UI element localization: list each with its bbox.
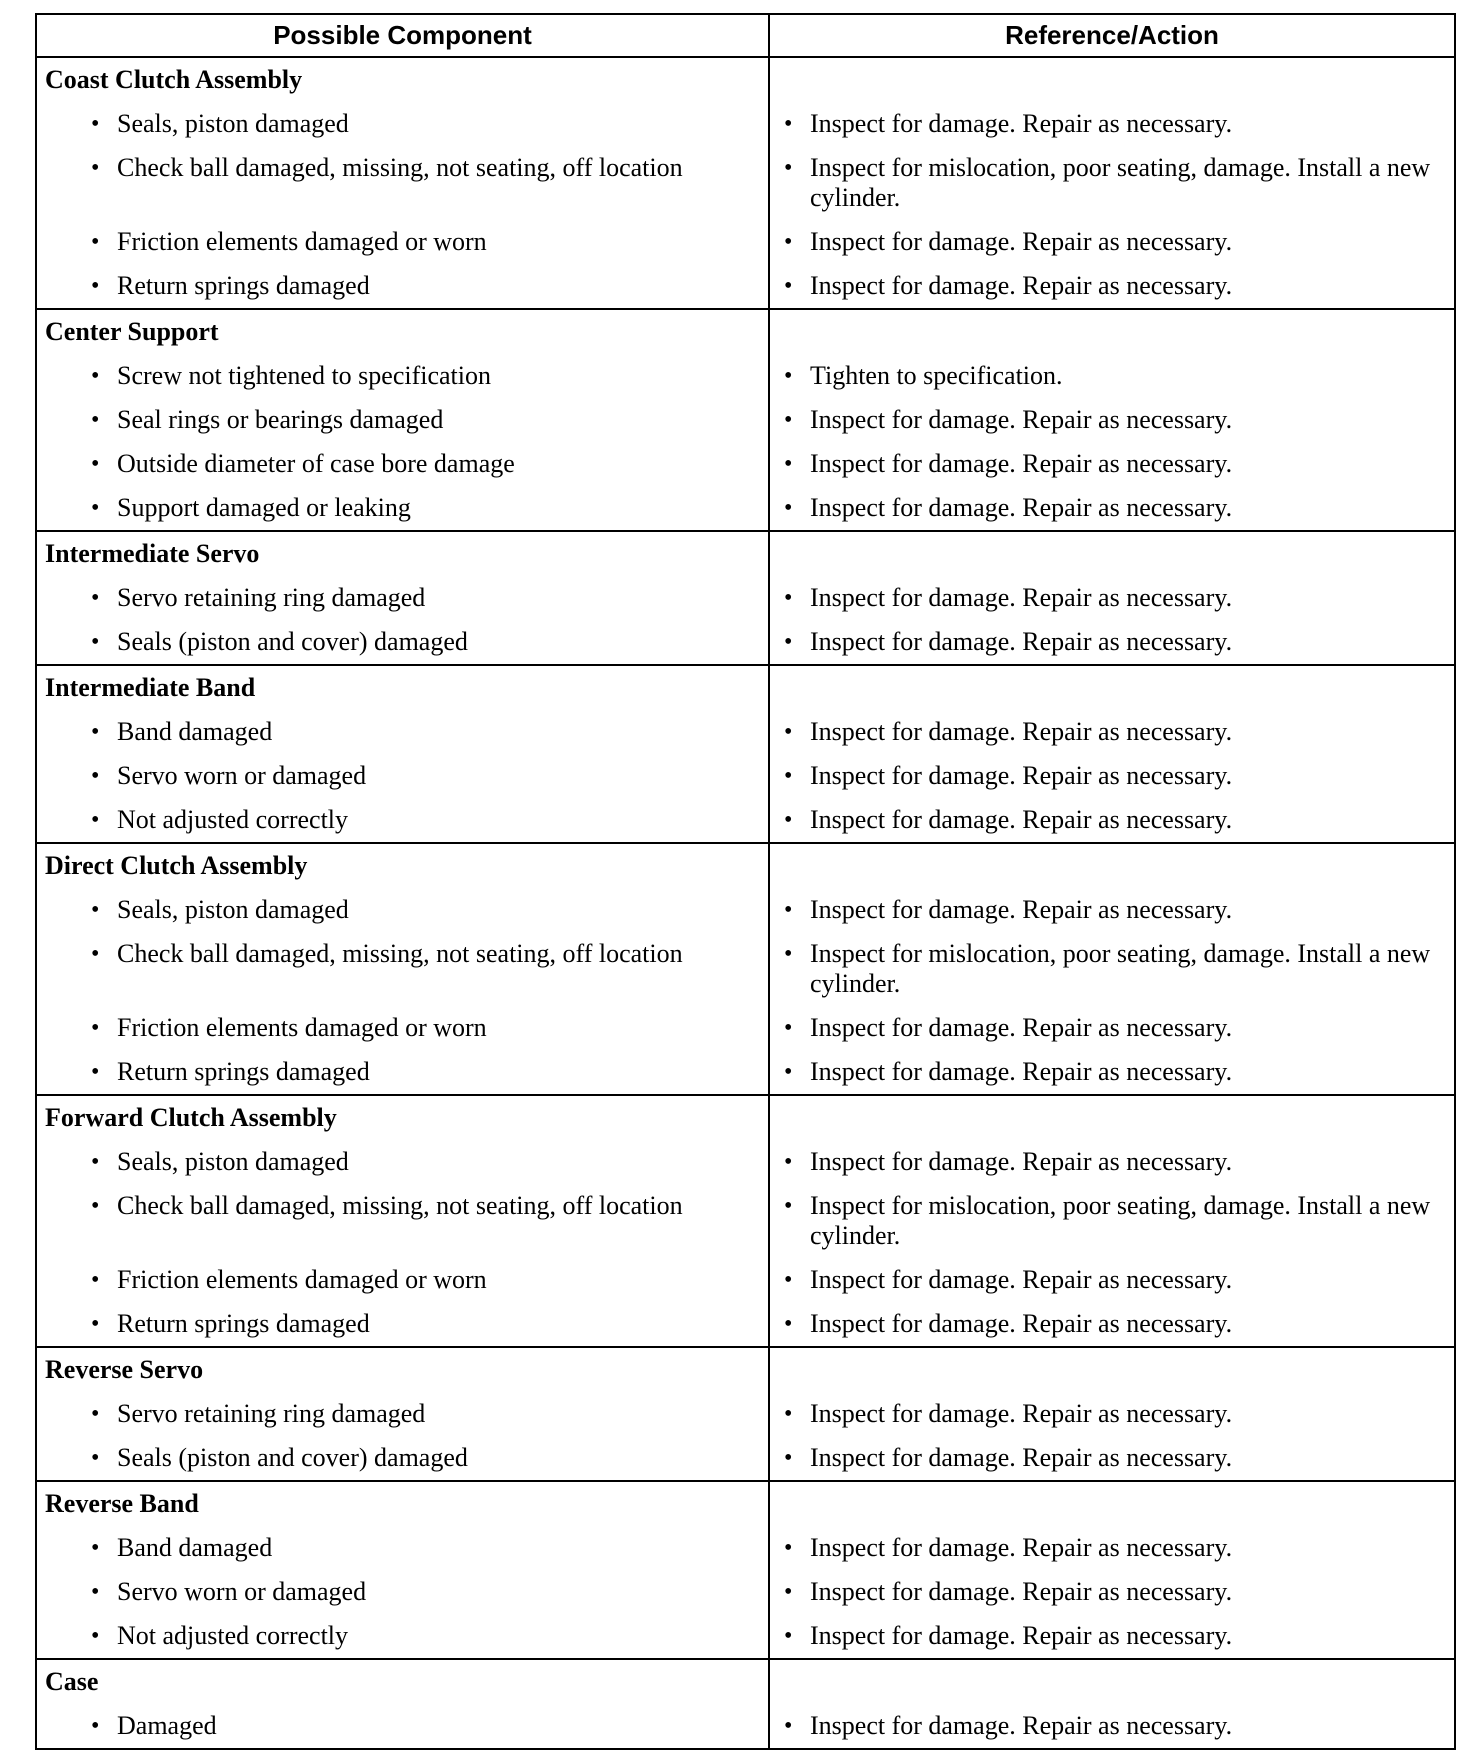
bullet-icon: •: [91, 719, 100, 745]
bullet-icon: •: [91, 1713, 100, 1739]
section-title: Case: [36, 1659, 769, 1704]
component-text: Friction elements damaged or worn: [117, 1265, 487, 1294]
section-title-action-cell: [769, 843, 1455, 888]
diagnosis-table: [35, 13, 1456, 1750]
component-text: Seals (piston and cover) damaged: [117, 1443, 468, 1472]
section-title: Direct Clutch Assembly: [36, 843, 769, 888]
table-row: [36, 442, 1455, 486]
component-item: [37, 264, 768, 308]
action-cell: [769, 1184, 1455, 1258]
bullet-icon: •: [784, 407, 793, 433]
bullet-icon: •: [91, 763, 100, 789]
section-title-action-cell: [769, 1347, 1455, 1392]
action-cell: [769, 1392, 1455, 1436]
component-item: [37, 710, 768, 754]
action-item: [770, 354, 1454, 398]
table-row: [36, 1140, 1455, 1184]
action-text: Inspect for damage. Repair as necessary.: [810, 1057, 1233, 1086]
action-text: Tighten to specification.: [810, 361, 1063, 390]
header-reference-action: Reference/Action: [769, 14, 1455, 57]
component-text: Band damaged: [117, 1533, 273, 1562]
section-title: Intermediate Band: [36, 665, 769, 710]
bullet-icon: •: [784, 1713, 793, 1739]
action-text: Inspect for damage. Repair as necessary.: [810, 1621, 1233, 1650]
bullet-icon: •: [91, 1623, 100, 1649]
component-item: [37, 1006, 768, 1050]
component-item: [37, 1570, 768, 1614]
bullet-icon: •: [784, 1623, 793, 1649]
section-title-action-cell: [769, 665, 1455, 710]
bullet-icon: •: [784, 897, 793, 923]
component-cell: [36, 354, 769, 398]
component-text: Outside diameter of case bore damage: [117, 449, 515, 478]
action-item: [770, 102, 1454, 146]
section-header-row: [36, 309, 1455, 354]
component-text: Return springs damaged: [117, 1309, 370, 1338]
action-text: Inspect for damage. Repair as necessary.: [810, 1265, 1233, 1294]
component-item: [37, 442, 768, 486]
component-item: [37, 798, 768, 842]
action-cell: [769, 888, 1455, 932]
component-text: Servo worn or damaged: [117, 1577, 367, 1606]
component-cell: [36, 576, 769, 620]
component-cell: [36, 1302, 769, 1347]
component-cell: [36, 754, 769, 798]
action-text: Inspect for damage. Repair as necessary.: [810, 493, 1233, 522]
action-item: [770, 932, 1454, 1006]
bullet-icon: •: [784, 719, 793, 745]
component-cell: [36, 1526, 769, 1570]
component-cell: [36, 1704, 769, 1749]
action-text: Inspect for damage. Repair as necessary.: [810, 405, 1233, 434]
action-item: [770, 146, 1454, 220]
component-cell: [36, 1570, 769, 1614]
action-text: Inspect for damage. Repair as necessary.: [810, 109, 1233, 138]
component-item: [37, 1704, 768, 1748]
bullet-icon: •: [91, 897, 100, 923]
section-title-action-cell: [769, 57, 1455, 102]
action-item: [770, 1302, 1454, 1346]
section-header-row: [36, 665, 1455, 710]
bullet-icon: •: [784, 763, 793, 789]
action-text: Inspect for damage. Repair as necessary.: [810, 1711, 1233, 1740]
component-cell: [36, 1184, 769, 1258]
bullet-icon: •: [784, 585, 793, 611]
component-item: [37, 1140, 768, 1184]
action-text: Inspect for damage. Repair as necessary.: [810, 805, 1233, 834]
component-item: [37, 398, 768, 442]
action-cell: [769, 576, 1455, 620]
action-cell: [769, 1570, 1455, 1614]
action-text: Inspect for damage. Repair as necessary.: [810, 627, 1233, 656]
action-cell: [769, 1436, 1455, 1481]
component-text: Not adjusted correctly: [117, 1621, 349, 1650]
component-text: Friction elements damaged or worn: [117, 227, 487, 256]
component-text: Not adjusted correctly: [117, 805, 349, 834]
table-row: [36, 1392, 1455, 1436]
bullet-icon: •: [91, 941, 100, 967]
bullet-icon: •: [784, 495, 793, 521]
bullet-icon: •: [784, 941, 793, 967]
action-cell: [769, 1258, 1455, 1302]
bullet-icon: •: [91, 1149, 100, 1175]
component-text: Damaged: [117, 1711, 217, 1740]
table-row: [36, 1050, 1455, 1095]
action-cell: [769, 398, 1455, 442]
action-item: [770, 888, 1454, 932]
action-text: Inspect for damage. Repair as necessary.: [810, 1533, 1233, 1562]
component-cell: [36, 220, 769, 264]
bullet-icon: •: [91, 229, 100, 255]
bullet-icon: •: [784, 1401, 793, 1427]
action-text: Inspect for mislocation, poor seating, damage. Install a new cylinder.: [810, 153, 1431, 212]
action-item: [770, 754, 1454, 798]
table-row: [36, 620, 1455, 665]
action-cell: [769, 1006, 1455, 1050]
action-text: Inspect for damage. Repair as necessary.: [810, 717, 1233, 746]
bullet-icon: •: [784, 1267, 793, 1293]
component-text: Friction elements damaged or worn: [117, 1013, 487, 1042]
action-text: Inspect for damage. Repair as necessary.: [810, 761, 1233, 790]
action-text: Inspect for damage. Repair as necessary.: [810, 895, 1233, 924]
table-header: [36, 14, 1455, 57]
section-header-row: [36, 1095, 1455, 1140]
action-item: [770, 798, 1454, 842]
bullet-icon: •: [784, 1193, 793, 1219]
component-item: [37, 754, 768, 798]
action-item: [770, 1570, 1454, 1614]
action-item: [770, 1526, 1454, 1570]
bullet-icon: •: [91, 111, 100, 137]
action-cell: [769, 1614, 1455, 1659]
bullet-icon: •: [91, 451, 100, 477]
bullet-icon: •: [784, 229, 793, 255]
component-text: Check ball damaged, missing, not seating, off location: [117, 1191, 683, 1220]
table-row: [36, 1526, 1455, 1570]
bullet-icon: •: [91, 495, 100, 521]
action-cell: [769, 1302, 1455, 1347]
section-title: Center Support: [36, 309, 769, 354]
section-title-action-cell: [769, 1659, 1455, 1704]
component-text: Servo worn or damaged: [117, 761, 367, 790]
component-text: Seals (piston and cover) damaged: [117, 627, 468, 656]
bullet-icon: •: [91, 1311, 100, 1337]
action-item: [770, 1184, 1454, 1258]
action-cell: [769, 1526, 1455, 1570]
table-row: [36, 576, 1455, 620]
bullet-icon: •: [784, 1059, 793, 1085]
action-cell: [769, 710, 1455, 754]
component-cell: [36, 798, 769, 843]
component-text: Band damaged: [117, 717, 273, 746]
action-item: [770, 1436, 1454, 1480]
bullet-icon: •: [784, 363, 793, 389]
section-header-row: [36, 57, 1455, 102]
section-title-action-cell: [769, 1095, 1455, 1140]
component-text: Return springs damaged: [117, 1057, 370, 1086]
action-text: Inspect for damage. Repair as necessary.: [810, 1147, 1233, 1176]
component-text: Screw not tightened to specification: [117, 361, 492, 390]
header-possible-component: Possible Component: [36, 14, 769, 57]
action-item: [770, 442, 1454, 486]
component-text: Seals, piston damaged: [117, 109, 349, 138]
action-item: [770, 620, 1454, 664]
table-row: [36, 146, 1455, 220]
component-item: [37, 102, 768, 146]
action-text: Inspect for damage. Repair as necessary.: [810, 1013, 1233, 1042]
table-row: [36, 1006, 1455, 1050]
bullet-icon: •: [91, 155, 100, 181]
component-cell: [36, 710, 769, 754]
action-cell: [769, 220, 1455, 264]
bullet-icon: •: [91, 407, 100, 433]
section-title-action-cell: [769, 1481, 1455, 1526]
action-text: Inspect for mislocation, poor seating, damage. Install a new cylinder.: [810, 939, 1431, 998]
component-item: [37, 1526, 768, 1570]
table-row: [36, 888, 1455, 932]
action-item: [770, 486, 1454, 530]
component-cell: [36, 1050, 769, 1095]
bullet-icon: •: [784, 155, 793, 181]
action-cell: [769, 264, 1455, 309]
bullet-icon: •: [784, 273, 793, 299]
action-item: [770, 264, 1454, 308]
table-row: [36, 1436, 1455, 1481]
component-text: Seals, piston damaged: [117, 1147, 349, 1176]
component-text: Servo retaining ring damaged: [117, 1399, 426, 1428]
bullet-icon: •: [784, 1535, 793, 1561]
component-item: [37, 1302, 768, 1346]
component-cell: [36, 398, 769, 442]
bullet-icon: •: [784, 807, 793, 833]
component-item: [37, 220, 768, 264]
bullet-icon: •: [91, 1193, 100, 1219]
action-cell: [769, 146, 1455, 220]
table-row: [36, 102, 1455, 146]
component-item: [37, 1184, 768, 1228]
component-cell: [36, 486, 769, 531]
action-item: [770, 1614, 1454, 1658]
bullet-icon: •: [91, 1401, 100, 1427]
table-row: [36, 1614, 1455, 1659]
section-title-action-cell: [769, 309, 1455, 354]
component-item: [37, 620, 768, 664]
table-row: [36, 1258, 1455, 1302]
bullet-icon: •: [91, 807, 100, 833]
component-cell: [36, 932, 769, 1006]
bullet-icon: •: [91, 1267, 100, 1293]
action-item: [770, 398, 1454, 442]
action-cell: [769, 1140, 1455, 1184]
action-cell: [769, 102, 1455, 146]
bullet-icon: •: [784, 111, 793, 137]
component-item: [37, 1392, 768, 1436]
component-text: Seal rings or bearings damaged: [117, 405, 444, 434]
bullet-icon: •: [91, 585, 100, 611]
action-cell: [769, 932, 1455, 1006]
table-row: [36, 1302, 1455, 1347]
component-cell: [36, 102, 769, 146]
action-cell: [769, 1704, 1455, 1749]
section-header-row: [36, 1347, 1455, 1392]
table-row: [36, 1570, 1455, 1614]
section-header-row: [36, 843, 1455, 888]
table-row: [36, 754, 1455, 798]
component-cell: [36, 1140, 769, 1184]
component-text: Check ball damaged, missing, not seating, off location: [117, 939, 683, 968]
section-header-row: [36, 1659, 1455, 1704]
action-item: [770, 1258, 1454, 1302]
action-cell: [769, 354, 1455, 398]
bullet-icon: •: [784, 1579, 793, 1605]
table-row: [36, 710, 1455, 754]
bullet-icon: •: [784, 1015, 793, 1041]
component-item: [37, 146, 768, 190]
section-title: Forward Clutch Assembly: [36, 1095, 769, 1140]
component-item: [37, 1050, 768, 1094]
table-row: [36, 398, 1455, 442]
bullet-icon: •: [784, 1311, 793, 1337]
section-header-row: [36, 531, 1455, 576]
component-item: [37, 1258, 768, 1302]
bullet-icon: •: [784, 1445, 793, 1471]
action-cell: [769, 620, 1455, 665]
component-cell: [36, 1436, 769, 1481]
bullet-icon: •: [784, 451, 793, 477]
action-text: Inspect for damage. Repair as necessary.: [810, 1399, 1233, 1428]
bullet-icon: •: [91, 1015, 100, 1041]
action-text: Inspect for mislocation, poor seating, damage. Install a new cylinder.: [810, 1191, 1431, 1250]
component-item: [37, 932, 768, 976]
action-cell: [769, 1050, 1455, 1095]
bullet-icon: •: [91, 1535, 100, 1561]
bullet-icon: •: [91, 1579, 100, 1605]
component-text: Seals, piston damaged: [117, 895, 349, 924]
component-item: [37, 576, 768, 620]
action-cell: [769, 486, 1455, 531]
component-cell: [36, 888, 769, 932]
component-cell: [36, 1258, 769, 1302]
component-cell: [36, 1614, 769, 1659]
component-text: Check ball damaged, missing, not seating, off location: [117, 153, 683, 182]
component-cell: [36, 442, 769, 486]
bullet-icon: •: [91, 1445, 100, 1471]
action-cell: [769, 798, 1455, 843]
action-cell: [769, 442, 1455, 486]
component-cell: [36, 1006, 769, 1050]
action-text: Inspect for damage. Repair as necessary.: [810, 1309, 1233, 1338]
action-cell: [769, 754, 1455, 798]
component-cell: [36, 620, 769, 665]
action-text: Inspect for damage. Repair as necessary.: [810, 1577, 1233, 1606]
table-row: [36, 932, 1455, 1006]
action-text: Inspect for damage. Repair as necessary.: [810, 583, 1233, 612]
component-item: [37, 1614, 768, 1658]
action-item: [770, 576, 1454, 620]
action-item: [770, 1704, 1454, 1748]
component-item: [37, 354, 768, 398]
bullet-icon: •: [91, 363, 100, 389]
action-item: [770, 1392, 1454, 1436]
action-text: Inspect for damage. Repair as necessary.: [810, 449, 1233, 478]
table-row: [36, 798, 1455, 843]
action-item: [770, 710, 1454, 754]
action-item: [770, 1006, 1454, 1050]
component-item: [37, 486, 768, 530]
component-cell: [36, 1392, 769, 1436]
component-cell: [36, 146, 769, 220]
section-header-row: [36, 1481, 1455, 1526]
bullet-icon: •: [784, 629, 793, 655]
component-cell: [36, 264, 769, 309]
action-item: [770, 1140, 1454, 1184]
table-row: [36, 220, 1455, 264]
section-title: Intermediate Servo: [36, 531, 769, 576]
table-row: [36, 264, 1455, 309]
component-item: [37, 1436, 768, 1480]
table-row: [36, 486, 1455, 531]
table-row: [36, 1704, 1455, 1749]
action-text: Inspect for damage. Repair as necessary.: [810, 227, 1233, 256]
action-text: Inspect for damage. Repair as necessary.: [810, 1443, 1233, 1472]
action-item: [770, 220, 1454, 264]
bullet-icon: •: [784, 1149, 793, 1175]
action-item: [770, 1050, 1454, 1094]
section-title-action-cell: [769, 531, 1455, 576]
table-row: [36, 354, 1455, 398]
component-text: Return springs damaged: [117, 271, 370, 300]
bullet-icon: •: [91, 1059, 100, 1085]
section-title: Reverse Servo: [36, 1347, 769, 1392]
component-item: [37, 888, 768, 932]
component-text: Support damaged or leaking: [117, 493, 411, 522]
bullet-icon: •: [91, 273, 100, 299]
table-body: [36, 57, 1455, 1749]
section-title: Coast Clutch Assembly: [36, 57, 769, 102]
action-text: Inspect for damage. Repair as necessary.: [810, 271, 1233, 300]
table-row: [36, 1184, 1455, 1258]
section-title: Reverse Band: [36, 1481, 769, 1526]
component-text: Servo retaining ring damaged: [117, 583, 426, 612]
bullet-icon: •: [91, 629, 100, 655]
